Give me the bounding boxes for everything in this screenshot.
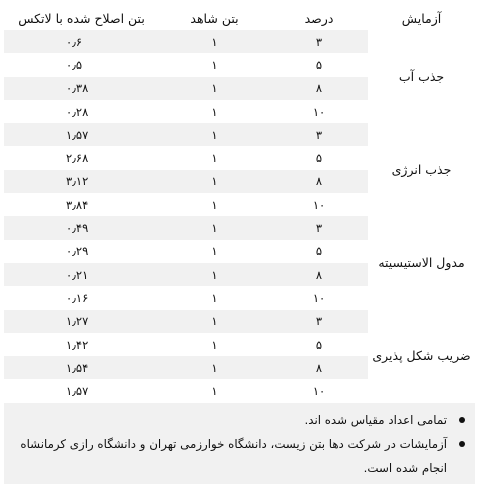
table-header-row (4, 6, 475, 30)
percent-cell: ۳ (270, 216, 368, 239)
percent-cell: ۳ (270, 123, 368, 146)
latex-value-cell: ۰٫۲۹ (4, 240, 159, 263)
latex-value-cell: ۱٫۴۲ (4, 333, 159, 356)
latex-value-cell: ۱٫۵۴ (4, 356, 159, 379)
bullet-icon (459, 441, 465, 447)
table-body (4, 30, 475, 403)
latex-value-cell: ۰٫۴۹ (4, 216, 159, 239)
percent-cell: ۸ (270, 77, 368, 100)
control-value-cell: ۱ (159, 193, 270, 216)
percent-cell: ۸ (270, 356, 368, 379)
note-item (14, 408, 447, 432)
control-value-cell: ۱ (159, 30, 270, 53)
bullet-icon (459, 417, 465, 423)
note-text: تمامی اعداد مقیاس شده اند. (304, 412, 447, 427)
latex-value-cell: ۳٫۸۴ (4, 193, 159, 216)
latex-value-cell: ۰٫۲۱ (4, 263, 159, 286)
table-row (4, 30, 475, 53)
percent-cell: ۱۰ (270, 100, 368, 123)
header-percent: درصد (270, 6, 368, 30)
control-value-cell: ۱ (159, 77, 270, 100)
latex-value-cell: ۱٫۲۷ (4, 310, 159, 333)
latex-value-cell: ۳٫۱۲ (4, 170, 159, 193)
control-value-cell: ۱ (159, 216, 270, 239)
control-value-cell: ۱ (159, 310, 270, 333)
percent-cell: ۸ (270, 170, 368, 193)
notes-box (4, 403, 475, 484)
results-table (4, 6, 475, 403)
note-item (14, 432, 447, 480)
percent-cell: ۳ (270, 310, 368, 333)
control-value-cell: ۱ (159, 286, 270, 309)
percent-cell: ۱۰ (270, 286, 368, 309)
latex-value-cell: ۲٫۶۸ (4, 146, 159, 169)
header-control-concrete: بتن شاهد (159, 6, 270, 30)
header-latex-concrete: بتن اصلاح شده با لاتکس (4, 6, 159, 30)
note-text: آزمایشات در شرکت دها بتن زیست، دانشگاه خوارزمی تهران و دانشگاه رازی کرمانشاه انجام شده است. (20, 436, 447, 475)
percent-cell: ۵ (270, 240, 368, 263)
control-value-cell: ۱ (159, 379, 270, 402)
control-value-cell: ۱ (159, 100, 270, 123)
percent-cell: ۳ (270, 30, 368, 53)
latex-value-cell: ۰٫۲۸ (4, 100, 159, 123)
control-value-cell: ۱ (159, 263, 270, 286)
percent-cell: ۸ (270, 263, 368, 286)
latex-value-cell: ۱٫۵۷ (4, 379, 159, 402)
control-value-cell: ۱ (159, 333, 270, 356)
latex-value-cell: ۱٫۵۷ (4, 123, 159, 146)
test-name-cell: ضریب شکل پذیری (368, 310, 475, 403)
table-row (4, 216, 475, 239)
notes-list (14, 408, 447, 480)
latex-value-cell: ۰٫۵ (4, 53, 159, 76)
percent-cell: ۵ (270, 333, 368, 356)
table-row (4, 123, 475, 146)
test-name-cell: جذب انرژی (368, 123, 475, 216)
percent-cell: ۵ (270, 146, 368, 169)
percent-cell: ۱۰ (270, 193, 368, 216)
control-value-cell: ۱ (159, 356, 270, 379)
percent-cell: ۵ (270, 53, 368, 76)
percent-cell: ۱۰ (270, 379, 368, 402)
control-value-cell: ۱ (159, 123, 270, 146)
test-name-cell: مدول الاستیسیته (368, 216, 475, 309)
control-value-cell: ۱ (159, 53, 270, 76)
control-value-cell: ۱ (159, 240, 270, 263)
control-value-cell: ۱ (159, 146, 270, 169)
latex-value-cell: ۰٫۱۶ (4, 286, 159, 309)
control-value-cell: ۱ (159, 170, 270, 193)
test-name-cell: جذب آب (368, 30, 475, 123)
header-test: آزمایش (368, 6, 475, 30)
latex-value-cell: ۰٫۳۸ (4, 77, 159, 100)
table-row (4, 310, 475, 333)
latex-value-cell: ۰٫۶ (4, 30, 159, 53)
